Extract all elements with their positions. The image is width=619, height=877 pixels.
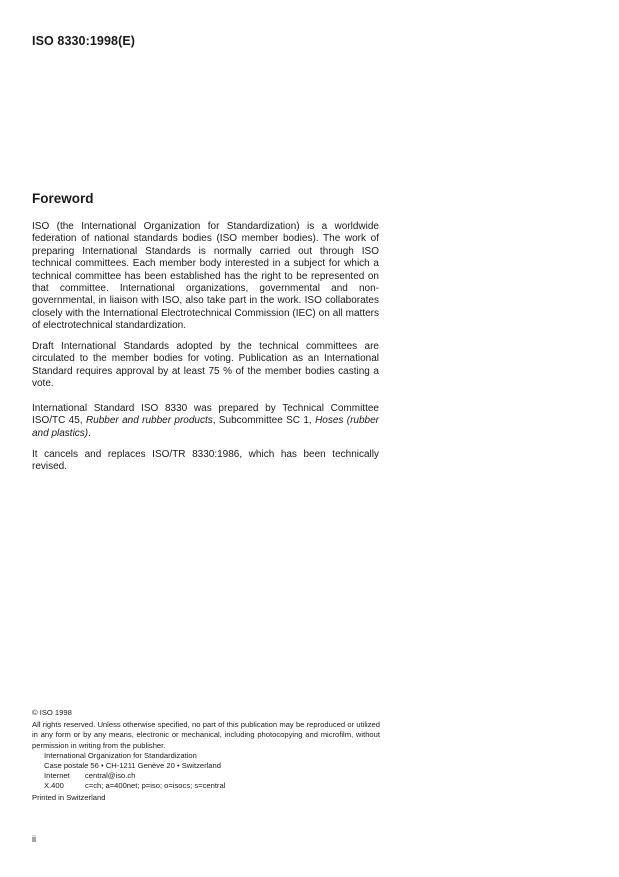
p3-italic-committee: Rubber and rubber products — [85, 415, 213, 427]
copyright-block — [32, 708, 382, 803]
foreword-paragraph-1: ISO (the International Organization for Standardization) is a worldwide federation of national standards bodies (ISO member bodies). The work of preparing International Standards is normally carried out through ISO technical committees. Each member body interested in a subject for which a technical committee has been established has the right to be represented on that committee. International organizations, governmental and non-governmental, in liaison with ISO, also take part in the work. ISO collaborates closely with the International Electrotechnical Commission (IEC) on all matters of electrotechnical standardization. — [32, 221, 379, 332]
internet-label: Internet — [44, 771, 70, 781]
foreword-paragraph-4: It cancels and replaces ISO/TR 8330:1986, which has been technically revised. — [32, 449, 379, 473]
document-header: ISO 8330:1998(E) — [32, 34, 136, 48]
p3-text-suffix: . — [88, 427, 91, 439]
rights-statement: All rights reserved. Unless otherwise specified, no part of this publication may be reproduced or utilized in any form or by any means, electronic or mechanical, including photocopying and microfilm, without permission in writing from the publisher. — [32, 720, 380, 750]
x400-label: X.400 — [44, 781, 64, 791]
foreword-heading: Foreword — [32, 191, 94, 206]
internet-contact — [32, 771, 382, 781]
page-number: ii — [32, 834, 36, 844]
p3-italic-subcommittee: Hoses (rubber and plastics) — [32, 415, 379, 439]
x400-value: c=ch; a=400net; p=iso; o=isocs; s=central — [85, 781, 226, 791]
organization-name: International Organization for Standardization — [44, 750, 197, 760]
p3-text-mid: , Subcommittee SC 1, — [212, 415, 316, 427]
printed-in: Printed in Switzerland — [32, 792, 106, 802]
foreword-paragraph-2: Draft International Standards adopted by the technical committees are circulated to the member bodies for voting. Publication as an International Standard requires approval by at least 75 % of the member bodies casting a vote. — [32, 341, 379, 390]
p3-text-prefix: International Standard ISO 8330 was prepared by Technical Committee ISO/TC 45, — [32, 403, 379, 427]
foreword-paragraph-3 — [32, 403, 379, 440]
copyright-notice: © ISO 1998 — [32, 708, 72, 717]
internet-value: central@iso.ch — [85, 771, 136, 781]
x400-contact — [32, 781, 382, 791]
postal-address: Case postale 56 • CH-1211 Genève 20 • Switzerland — [44, 761, 221, 771]
